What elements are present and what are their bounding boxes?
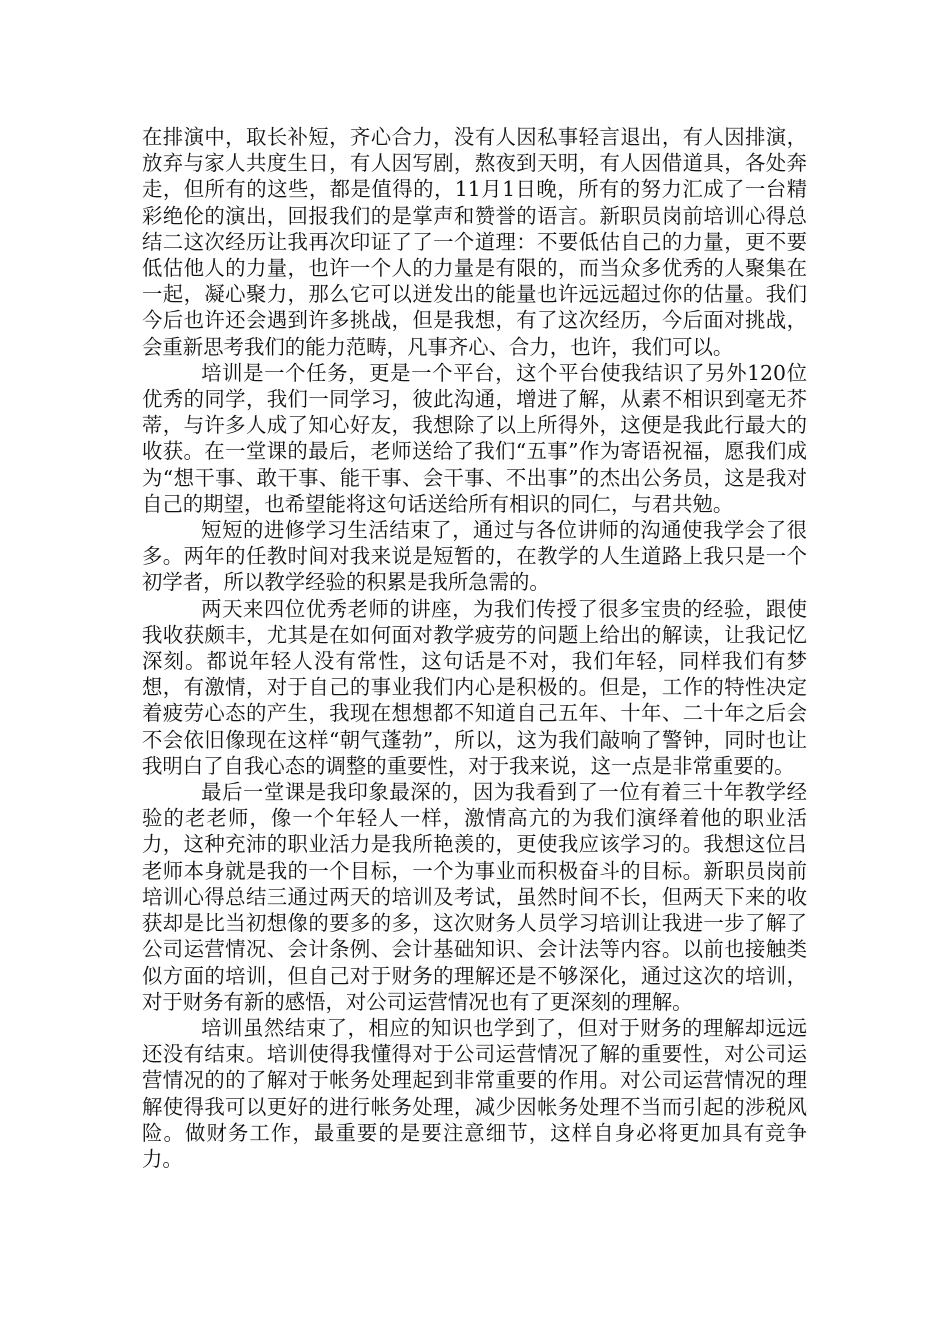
paragraph-2: 培训是一个任务，更是一个平台，这个平台使我结识了另外120位优秀的同学，我们一同学习，彼此沟通，增进了解，从素不相识到毫无芥蒂，与许多人成了知心好友，我想除了以上所得外，这便是我此行最大的收获。在一堂课的最后，老师送给了我们“五事”作为寄语祝福，愿我们成为“想干事、敢干事、能干事、会干事、不出事”的杰出公务员，这是我对自己的期望，也希望能将这句话送给所有相识的同仁，与君共勉。 (142, 360, 807, 516)
paragraph-6: 培训虽然结束了，相应的知识也学到了，但对于财务的理解却远远还没有结束。培训使得我懂得对于公司运营情况了解的重要性，对公司运营情况的的了解对于帐务处理起到非常重要的作用。对公司运营情况的理解使得我可以更好的进行帐务处理，减少因帐务处理不当而引起的涉税风险。做财务工作，最重要的是要注意细节，这样自身必将更加具有竞争力。 (142, 1015, 807, 1171)
document-body (142, 124, 807, 1172)
paragraph-3: 短短的进修学习生活结束了，通过与各位讲师的沟通使我学会了很多。两年的任教时间对我来说是短暂的，在教学的人生道路上我只是一个初学者，所以教学经验的积累是我所急需的。 (142, 518, 807, 595)
paragraph-1: 在排演中，取长补短，齐心合力，没有人因私事轻言退出，有人因排演，放弃与家人共度生日，有人因写剧，熬夜到天明，有人因借道具，各处奔走，但所有的这些，都是值得的，11月1日晚，所有的努力汇成了一台精彩绝伦的演出，回报我们的是掌声和赞誉的语言。新职员岗前培训心得总结二这次经历让我再次印证了了一个道理：不要低估自己的力量，更不要低估他人的力量，也许一个人的力量是有限的，而当众多优秀的人聚集在一起，凝心聚力，那么它可以迸发出的能量也许远远超过你的估量。我们今后也许还会遇到许多挑战，但是我想，有了这次经历，今后面对挑战，会重新思考我们的能力范畴，凡事齐心、合力，也许，我们可以。 (142, 125, 807, 359)
paragraph-4: 两天来四位优秀老师的讲座，为我们传授了很多宝贵的经验，跟使我收获颇丰，尤其是在如何面对教学疲劳的问题上给出的解读，让我记忆深刻。都说年轻人没有常性，这句话是不对，我们年轻，同样我们有梦想，有激情，对于自己的事业我们内心是积极的。但是，工作的特性决定着疲劳心态的产生，我现在想想都不知道自己五年、十年、二十年之后会不会依旧像现在这样“朝气蓬勃”，所以，这为我们敲响了警钟，同时也让我明白了自我心态的调整的重要性，对于我来说，这一点是非常重要的。 (142, 596, 807, 778)
paragraph-5: 最后一堂课是我印象最深的，因为我看到了一位有着三十年教学经验的老老师，像一个年轻人一样，激情高亢的为我们演绎着他的职业活力，这种充沛的职业活力是我所艳羡的，更使我应该学习的。我想这位吕老师本身就是我的一个目标，一个为事业而积极奋斗的目标。新职员岗前培训心得总结三通过两天的培训及考试，虽然时间不长，但两天下来的收获却是比当初想像的要多的多，这次财务人员学习培训让我进一步了解了公司运营情况、会计条例、会计基础知识、会计法等内容。以前也接触类似方面的培训，但自己对于财务的理解还是不够深化，通过这次的培训，对于财务有新的感悟，对公司运营情况也有了更深刻的理解。 (142, 780, 807, 1014)
